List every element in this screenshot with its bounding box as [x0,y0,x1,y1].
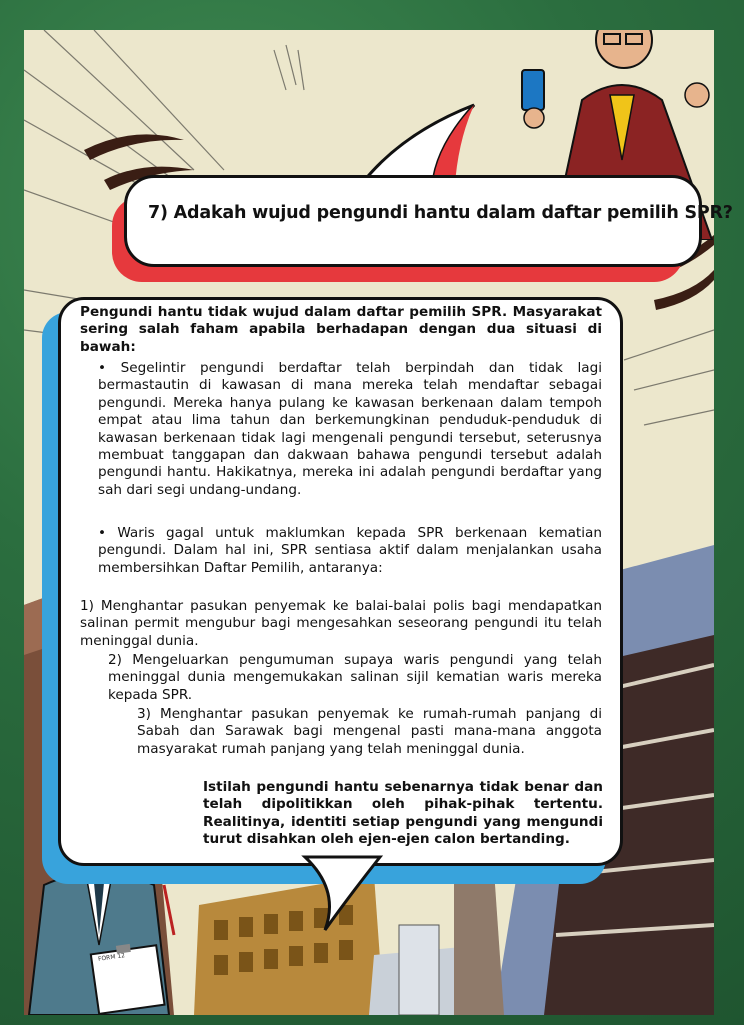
answer-step-3: 3) Menghantar pasukan penyemak ke rumah-rumah panjang di Sabah dan Sarawak bagi mengenal pasti mana-mana anggota masyarakat rumah panjang yang telah meninggal dunia. [137,706,602,757]
answer-bubble-tail [300,855,390,935]
answer-bullet-1: • Segelintir pengundi berdaftar telah berpindah dan tidak lagi bermastautin di kawasan di mana mereka telah mendaftar sebagai pengundi. Mereka hanya pulang ke kawasan berkenaan dalam tempoh empat atau lima tahun dan berkemungkinan penduduk-penduduk di kawasan berkenaan tidak lagi mengenali pengundi tersebut, seterusnya membuat tanggapan dan dakwaan bahawa pengundi tersebut adalah pengundi hantu. Hakikatnya, mereka ini adalah pengundi berdaftar yang sah dari segi undang-undang. [98,360,602,498]
question-heading: 7) Adakah wujud pengundi hantu dalam daftar pemilih SPR? [148,203,733,223]
answer-step-2: 2) Mengeluarkan pengumuman supaya waris pengundi yang telah meninggal dunia mengemukakan salinan sijil kematian waris mereka kepada SPR. [108,652,602,703]
clipboard-label: FORM 12 [97,952,126,963]
answer-conclusion: Istilah pengundi hantu sebenarnya tidak benar dan telah dipolitikkan oleh pihak-pihak tertentu. Realitinya, identiti setiap pengundi yang mengundi turut disahkan oleh ejen-ejen calon bertanding. [203,779,603,848]
answer-intro: Pengundi hantu tidak wujud dalam daftar pemilih SPR. Masyarakat sering salah faham apabila berhadapan dengan dua situasi di bawah: [80,304,602,355]
answer-bullet-2: • Waris gagal untuk maklumkan kepada SPR berkenaan kematian pengundi. Dalam hal ini, SPR sentiasa aktif dalam menjalankan usaha membersihkan Daftar Pemilih, antaranya: [98,525,602,576]
answer-step-1: 1) Menghantar pasukan penyemak ke balai-balai polis bagi mendapatkan salinan permit mengubur bagi mengesahkan seseorang pengundi itu telah meninggal dunia. [80,598,602,649]
